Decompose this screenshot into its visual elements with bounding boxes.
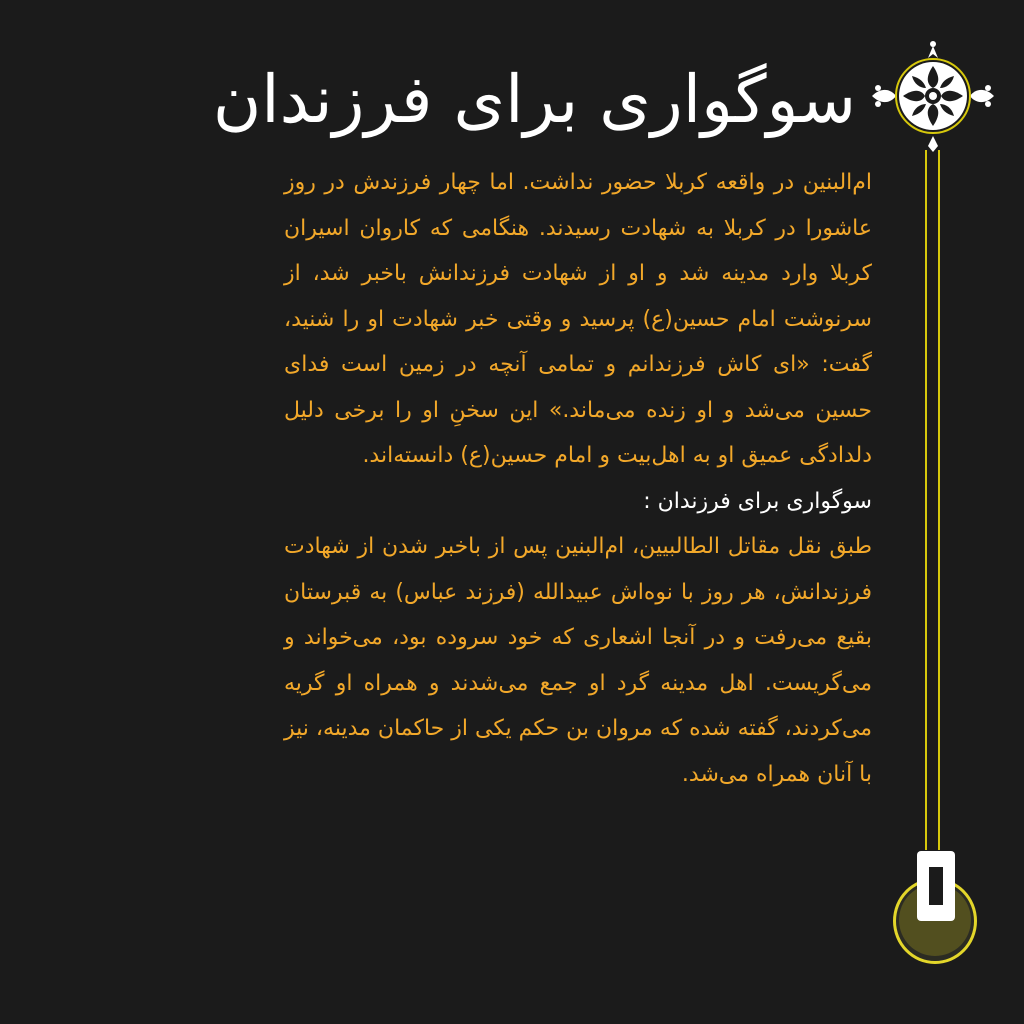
article-body xyxy=(284,160,872,797)
paragraph-intro: ام‌البنین در واقعه کربلا حضور نداشت. اما چهار فرزندش در روز عاشورا در کربلا به شهادت رسیدند. هنگامی که کاروان اسیران کربلا وارد مدینه شد و او از شهادت فرزندانش باخبر شد، از سرنوشت امام حسین(ع) پرسید و وقتی خبر شهادت او را شنید، گفت: «ای کاش فرزندانم و تمامی آنچه در زمین است فدای حسین می‌شد و او زنده می‌ماند.» این سخنِ او را برخی دلیل دلدادگی عمیق او به اهل‌بیت و امام حسین(ع) دانسته‌اند. xyxy=(284,170,872,468)
decorative-line-outer xyxy=(925,150,927,850)
section-heading: سوگواری برای فرزندان : xyxy=(643,488,872,514)
page-title: سوگواری برای فرزندان xyxy=(212,61,856,138)
decorative-line-inner xyxy=(938,150,940,850)
paragraph-mourning: طبق نقل مقاتل الطالبیین، ام‌البنین پس از باخبر شدن از شهادت فرزندانش، هر روز با نوه‌اش عبیدالله (فرزند عباس) به قبرستان بقیع می‌رفت و در آنجا اشعاری که خود سروده بود، می‌خواند و می‌گریست. اهل مدینه گرد او جمع می‌شدند و همراه او گریه می‌کردند، گفته شده که مروان بن حکم یکی از حاکمان مدینه، نیز با آنان همراه می‌شد. xyxy=(284,534,872,787)
logo-glyph-icon xyxy=(917,851,955,921)
arabesque-medallion-icon xyxy=(868,40,998,152)
